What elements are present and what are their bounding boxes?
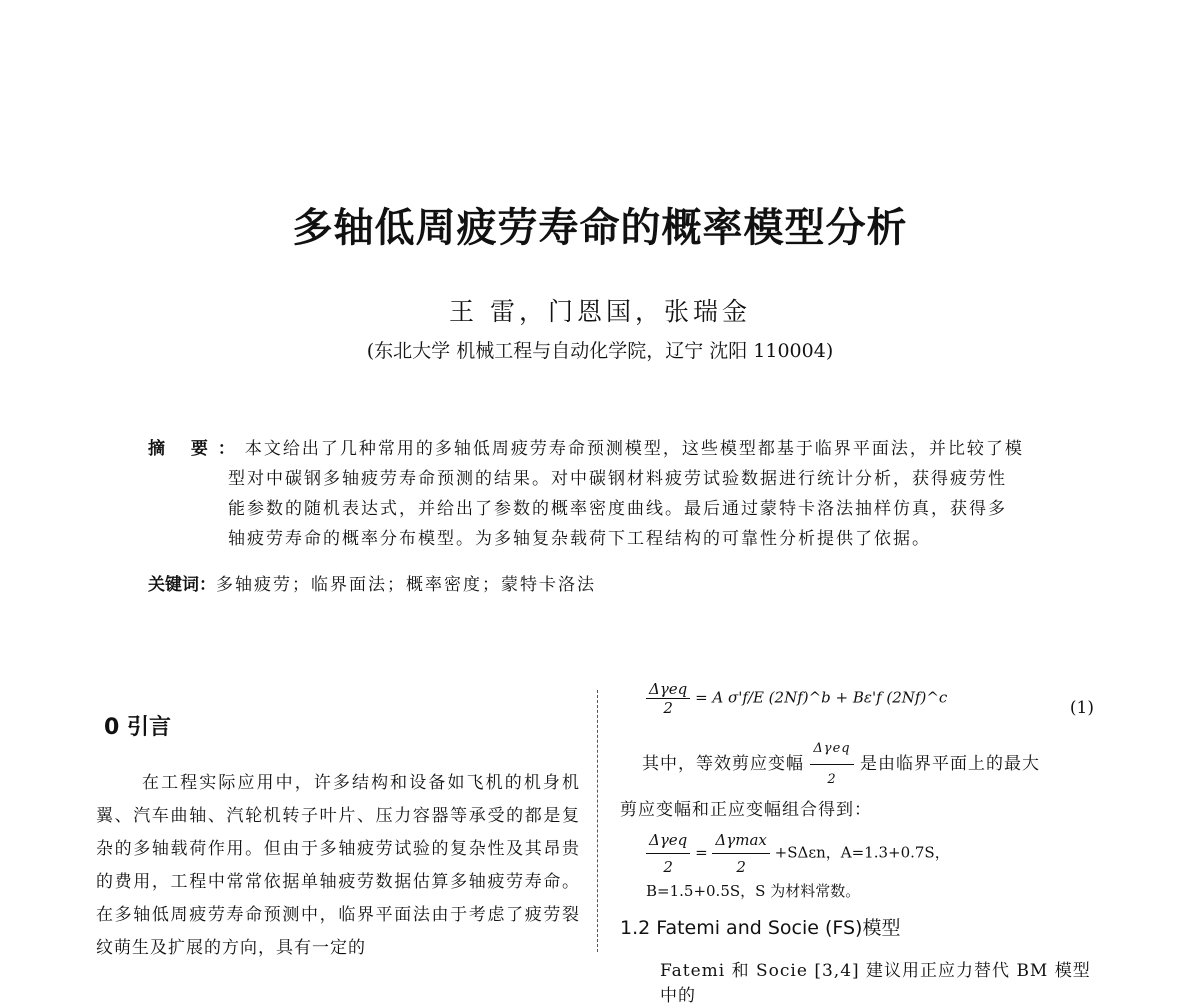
fs-paragraph: Fatemi 和 Socie [3,4] 建议用正应力替代 BM 模型中的 bbox=[660, 961, 1091, 1006]
eq1-rhs: = A σ'f/E (2Nf)^b + Bε'f (2Nf)^c bbox=[695, 688, 948, 707]
eq2-mid-numerator: Δγmax bbox=[712, 827, 769, 854]
eq2-rest: +SΔεn，A=1.3+0.7S， bbox=[774, 843, 950, 862]
eq2-lhs-fraction bbox=[646, 827, 690, 880]
eq2-lhs-numerator: Δγeq bbox=[646, 827, 690, 854]
eq1-lhs-fraction bbox=[646, 680, 690, 717]
abstract-line-2: 型对中碳钢多轴疲劳寿命预测的结果。对中碳钢材料疲劳试验数据进行统计分析，获得疲劳性 bbox=[228, 469, 1007, 489]
eq2-mid-denominator: 2 bbox=[736, 858, 746, 876]
para1-frac-numerator: Δγeq bbox=[810, 734, 853, 765]
eq1-lhs-denominator: 2 bbox=[663, 699, 673, 717]
keywords-text: 多轴疲劳；临界面法；概率密度；蒙特卡洛法 bbox=[216, 575, 596, 595]
para1-text-b: 是由临界平面上的最大 bbox=[860, 754, 1040, 774]
keywords-block bbox=[148, 570, 1078, 595]
para1-frac-denominator: 2 bbox=[827, 772, 837, 787]
abstract-block bbox=[148, 434, 1078, 554]
abstract-line-4: 轴疲劳寿命的概率分布模型。为多轴复杂载荷下工程结构的可靠性分析提供了依据。 bbox=[228, 529, 931, 549]
abstract-line-1: 本文给出了几种常用的多轴低周疲劳寿命预测模型，这些模型都基于临界平面法，并比较了模 bbox=[244, 439, 1024, 459]
paragraph-equivalent-shear bbox=[620, 734, 1098, 795]
abstract-label: 摘 要： bbox=[148, 439, 245, 459]
subsection-heading-fs-model: 1.2 Fatemi and Socie (FS)模型 bbox=[620, 917, 901, 939]
abstract-line-3: 能参数的随机表达式，并给出了参数的概率密度曲线。最后通过蒙特卡洛法抽样仿真，获得多 bbox=[228, 499, 1007, 519]
left-column bbox=[96, 700, 580, 965]
right-column bbox=[620, 676, 1098, 1006]
section-heading-introduction: 0 引言 bbox=[104, 715, 171, 740]
para1-fraction bbox=[810, 734, 853, 795]
keywords-label: 关键词： bbox=[148, 575, 216, 595]
introduction-paragraph: 在工程实际应用中，许多结构和设备如飞机的机身机翼、汽车曲轴、汽轮机转子叶片、压力容器等承受的都是复杂的多轴载荷作用。但由于多轴疲劳试验的复杂性及其昂贵的费用，工程中常常依据单轴疲劳数据估算多轴疲劳寿命。在多轴低周疲劳寿命预测中，临界平面法由于考虑了疲劳裂纹萌生及扩展的方向，具有一定的 bbox=[96, 773, 580, 958]
equation-3: B=1.5+0.5S，S 为材料常数。 bbox=[646, 882, 861, 900]
para1-text-a: 其中，等效剪应变幅 bbox=[642, 754, 804, 774]
paper-title: 多轴低周疲劳寿命的概率模型分析 bbox=[292, 205, 908, 251]
equation-number: (1) bbox=[1069, 698, 1094, 718]
equation-1 bbox=[620, 676, 1098, 734]
equation-2: $\frac{\text{Δγeq}}{2}$ = $\frac{\Delta\gamma\max}{2}$ +SΔεn，A=1.3+0.7S， bbox=[646, 827, 1098, 880]
column-divider bbox=[597, 690, 598, 952]
author-affiliation: (东北大学 机械工程与自动化学院，辽宁 沈阳 110004) bbox=[366, 340, 834, 362]
paragraph-shear-combination: 剪应变幅和正应变幅组合得到： bbox=[620, 800, 872, 820]
eq2-lhs-denominator: 2 bbox=[663, 858, 673, 876]
eq1-lhs-numerator: Δγeq bbox=[646, 680, 690, 699]
eq2-mid-fraction bbox=[712, 827, 769, 880]
paper-authors: 王 雷，门恩国，张瑞金 bbox=[449, 297, 751, 326]
